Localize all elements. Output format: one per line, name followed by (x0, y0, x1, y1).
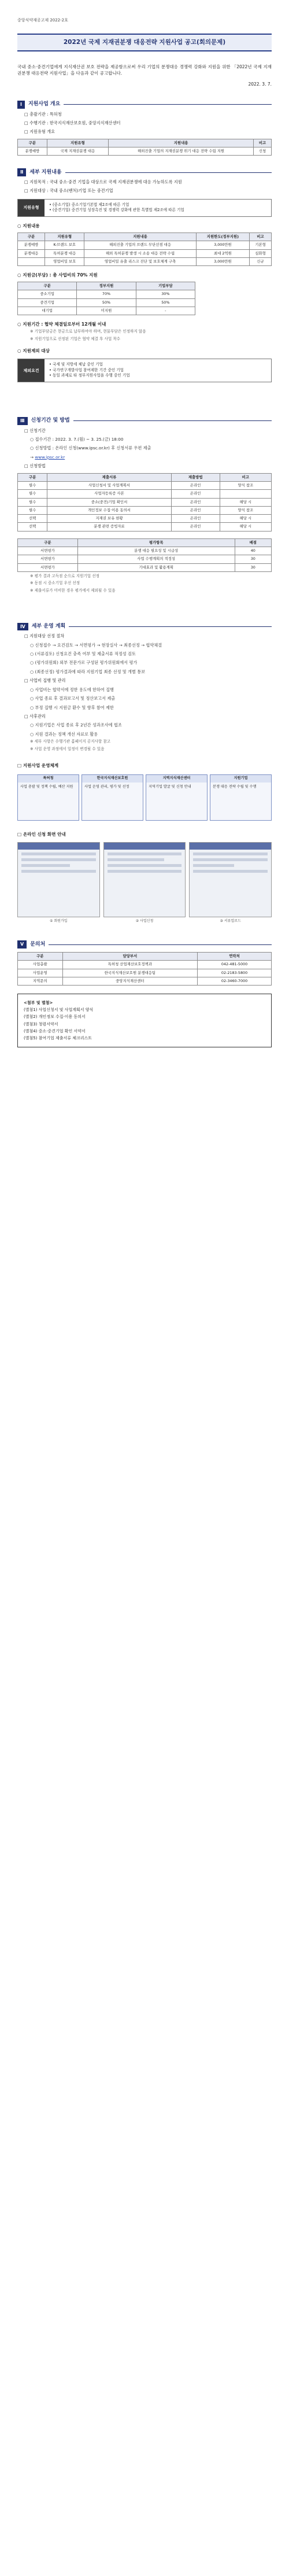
table-header: 기업부담 (136, 282, 195, 290)
table-cell: 분쟁예방 (18, 241, 45, 249)
contact-table (17, 952, 272, 986)
screenshot-thumbnail (17, 842, 100, 923)
documents-table (17, 473, 272, 532)
notice-number: 중앙식약재공고제 2022-2호 (17, 18, 68, 23)
section-4-item: ○ (평가위원회) 외부 전문가로 구성된 평가위원회에서 평가 (30, 660, 138, 666)
section-2-item: □ 지원목적 : 국내 중소·중견 기업을 대상으로 국제 지재권분쟁에 대응 가능하도록 지원 (24, 179, 182, 185)
section-4-item: □ 사후관리 (24, 714, 46, 719)
table-cell: - (136, 307, 195, 315)
table-header: 구분 (18, 538, 78, 547)
table-cell: 중소기업 (18, 290, 77, 298)
section-1-item: □ 지원유형 개요 (24, 129, 55, 135)
flow-box-text: 분쟁 대응 전략 수립 및 수행 (213, 785, 257, 789)
section-2-item: □ 지원대상 : 국내 중소(벤처)기업 또는 중견기업 (24, 188, 113, 194)
table-header: 지원유형 (47, 139, 108, 147)
table-cell: 한국지식재산보호원 분쟁대응팀 (62, 969, 198, 977)
section-5-heading (17, 940, 272, 949)
table-cell: 40 (235, 547, 271, 555)
note-text: ※ 사업 운영 과정에서 일정이 변경될 수 있음 (30, 746, 105, 751)
table-cell: 중소(중견)기업 확인서 (47, 498, 171, 506)
section-rule (64, 104, 272, 105)
section-3-heading (17, 417, 272, 425)
table-header: 구분 (18, 282, 77, 290)
callout-tag: 지원유형 (18, 200, 45, 216)
table-cell: 지재권 보유 현황 (47, 515, 171, 523)
section-rule (69, 626, 272, 627)
notice-date: 2022. 3. 7. (248, 82, 272, 87)
section-4-item: ○ 사업 종료 후 결과보고서 및 정산보고서 제출 (30, 696, 116, 702)
section-5-title: 문의처 (30, 941, 46, 947)
table-cell: 분쟁예방 (18, 147, 47, 156)
section-4-number: Ⅳ (17, 623, 28, 631)
table-cell: 온라인 (171, 498, 220, 506)
section-3-item: ○ 신청방법 : 온라인 신청(www.ipsc.or.kr) 후 신청서류 우편 제출 (30, 445, 151, 451)
table-cell: 서면평가 (18, 555, 78, 563)
page-title: 2022년 국제 지재권분쟁 대응전략 지원사업 공고(회의문제) (17, 34, 272, 51)
section-4-item: ○ 지원 결과는 정책 개선 자료로 활용 (30, 731, 98, 737)
table-cell: 042-481-5000 (198, 961, 272, 969)
table-cell: 서면평가 (18, 563, 78, 571)
table-cell: 영업비밀 유출 리스크 진단 및 보호체계 구축 (84, 257, 196, 265)
callout-tag: 제외요건 (18, 359, 45, 382)
screens-title: □ 온라인 신청 화면 안내 (17, 832, 66, 837)
screenshot-thumbnail (189, 842, 272, 923)
section-1-title: 지원사업 개요 (28, 101, 61, 108)
section-rule (49, 944, 272, 945)
table-header: 구분 (18, 473, 47, 481)
table-cell: 신규 (250, 257, 272, 265)
table-cell: 30 (235, 563, 271, 571)
table-header: 구분 (18, 953, 63, 961)
table-cell: 사업운영 (18, 969, 63, 977)
table-cell: 온라인 (171, 523, 220, 531)
table-row (18, 482, 272, 490)
evaluation-table (17, 538, 272, 572)
table-cell: 해당 시 (220, 515, 271, 523)
table-cell: 필수 (18, 490, 47, 498)
note-text: ※ 제출서류가 미비한 경우 평가에서 제외될 수 있음 (30, 588, 116, 593)
subheading: ○ 지원내용 (17, 223, 40, 229)
table-cell: 사업신청서 및 사업계획서 (47, 482, 171, 490)
table-header: 지원한도(정부지원) (196, 233, 249, 241)
section-4-item: □ 지원대상 선정 절차 (24, 633, 65, 639)
table-header: 평가항목 (77, 538, 235, 547)
attachment-item[interactable]: (별첨1) 사업신청서 및 사업계획서 양식 (24, 1007, 94, 1013)
attachment-item[interactable]: (별첨5) 참여기업 제출서류 체크리스트 (24, 1035, 92, 1040)
table-header: 지원내용 (84, 233, 196, 241)
table-cell: 기본형 (250, 241, 272, 249)
table-cell: 특허청 산업재산보호정책과 (62, 961, 198, 969)
subheading: ○ 지원기간 : 협약 체결일로부터 12개월 이내 (17, 322, 106, 327)
attachment-item[interactable]: (별첨4) 중소·중견기업 확인 서약서 (24, 1028, 86, 1034)
table-cell: 중견기업 (18, 298, 77, 307)
table-cell: 대기업 (18, 307, 77, 315)
table-cell: 온라인 (171, 515, 220, 523)
table-row (18, 969, 272, 977)
section-1-heading (17, 101, 272, 109)
table-row (18, 147, 272, 156)
table-cell: 기대효과 및 활용계획 (77, 563, 235, 571)
table-header: 제출방법 (171, 473, 220, 481)
section-5-number: Ⅴ (17, 940, 27, 949)
table-cell: 필수 (18, 482, 47, 490)
table-cell: 해당 시 (220, 523, 271, 531)
attachments-title: <첨부 및 별첨> (24, 1001, 53, 1006)
table-header: 담당부서 (62, 953, 198, 961)
table-cell: 온라인 (171, 482, 220, 490)
callout-line: • 국가연구개발사업 참여제한 기간 중인 기업 (49, 367, 124, 372)
table-header: 배점 (235, 538, 271, 547)
section-2-title: 세부 지원내용 (29, 169, 62, 175)
table-header: 비고 (254, 139, 272, 147)
section-4-item: ○ 사업비는 협약서에 정한 용도에 한하여 집행 (30, 687, 114, 692)
table-header: 구분 (18, 233, 45, 241)
screenshot-caption: ① 회원가입 (50, 918, 68, 923)
table-cell: 국제 지재권분쟁 대응 (47, 147, 108, 156)
table-row (18, 257, 272, 265)
funding-ratio-table (17, 282, 195, 315)
screenshot-caption: ③ 서류업로드 (220, 918, 241, 923)
section-rule (65, 172, 272, 173)
flow-box (146, 774, 208, 821)
table-cell: 선택 (18, 523, 47, 531)
table-cell: 양식 참조 (220, 506, 271, 514)
table-row (18, 241, 272, 249)
flow-box-text: 사업 운영 관리, 평가 및 선정 (84, 785, 129, 789)
table-cell: 30 (235, 555, 271, 563)
table-header: 정부지원 (77, 282, 136, 290)
note-text: ※ 평가 결과 고득점 순으로 지원기업 선정 (30, 573, 100, 578)
table-row (18, 977, 272, 985)
table-row (18, 523, 272, 531)
table-cell: 중앙지식재산센터 (62, 977, 198, 985)
section-3-item: □ 신청방법 (24, 463, 46, 469)
table-cell: 02-2183-5800 (198, 969, 272, 977)
callout-line: • 국세 및 지방세 체납 중인 기업 (49, 362, 103, 367)
flow-box-title: 지역지식재산센터 (146, 775, 207, 783)
table-cell (220, 490, 271, 498)
section-rule (73, 420, 272, 421)
table-header: 제출서류 (47, 473, 171, 481)
table-cell: K-브랜드 보호 (45, 241, 84, 249)
section-3-item: ○ 접수기간 : 2022. 3. 7.(월) ~ 3. 25.(금) 18:00 (30, 437, 124, 442)
table-row (18, 307, 195, 315)
section-3-title: 신청기간 및 방법 (31, 418, 70, 424)
attachment-item[interactable]: (별첨3) 청렴서약서 (24, 1021, 58, 1027)
note-text: ※ 기업부담금은 현금으로 납부하여야 하며, 현물부담은 인정하지 않음 (30, 329, 146, 334)
table-row (18, 547, 272, 555)
table-cell: 필수 (18, 498, 47, 506)
flow-box-title: 한국지식재산보호원 (82, 775, 143, 783)
section-4-title: 세부 운영 계획 (31, 623, 66, 629)
section-3-link-line: → www.ipsc.or.kr (30, 454, 65, 460)
table-cell: 분쟁 관련 증빙자료 (47, 523, 171, 531)
table-cell: 사업총괄 (18, 961, 63, 969)
table-cell: 02-3460-7000 (198, 977, 272, 985)
table-row (18, 506, 272, 514)
table-cell: 30% (136, 290, 195, 298)
table-cell: 온라인 (171, 490, 220, 498)
flow-box (210, 774, 272, 821)
section-4-item: ○ 부정 집행 시 지원금 환수 및 향후 참여 제한 (30, 704, 114, 710)
table-header: 지원내용 (109, 139, 254, 147)
note-text: ※ 지원기업으로 선정된 기업은 협약 체결 후 사업 착수 (30, 336, 121, 341)
table-cell: 특허분쟁 대응 (45, 249, 84, 257)
screenshot-row (17, 842, 272, 923)
table-cell: 50% (136, 298, 195, 307)
table-row (18, 498, 272, 506)
table-cell: 해외진출 기업의 지재권분쟁 위기 대응 전략 수립 지원 (109, 147, 254, 156)
note-text: ※ 동점 시 중소기업 우선 선정 (30, 581, 80, 586)
table-cell: 사업자등록증 사본 (47, 490, 171, 498)
section-3-item: □ 신청기간 (24, 427, 46, 433)
table-row (18, 298, 195, 307)
support-detail-table (17, 232, 272, 266)
table-cell: 양식 참조 (220, 482, 271, 490)
table-cell: 70% (77, 290, 136, 298)
flow-box-title: 지원기업 (210, 775, 271, 783)
table-cell: 50% (77, 298, 136, 307)
subheading: ○ 지원제외 대상 (17, 348, 50, 354)
table-cell: 해외 특허분쟁 발생 시 소송 대응 전략 수립 (84, 249, 196, 257)
table-cell: 선택 (18, 515, 47, 523)
section-4-item: □ 사업비 집행 및 관리 (24, 678, 66, 684)
flow-box-text: 사업 총괄 및 정책 수립, 예산 지원 (20, 785, 73, 789)
intro-text: 국내 중소·중견기업에게 지식재산권 보호 전략을 제공함으로써 우리 기업의 분쟁대응 경쟁력 강화와 지원을 위한 「2022년 국제 지재권분쟁 대응전략 지원사업」을 다음과 같이 공고합니다. (17, 64, 272, 76)
table-header: 비고 (250, 233, 272, 241)
exclusion-callout (17, 359, 272, 382)
table-cell: 최대 2억원 (196, 249, 249, 257)
table-cell: 필수 (18, 506, 47, 514)
section-1-number: Ⅰ (17, 101, 25, 109)
application-site-link[interactable]: www.ipsc.or.kr (35, 454, 65, 460)
table-cell: 3,000만원 (196, 257, 249, 265)
flow-box-text: 지역기업 발굴 및 신청 안내 (149, 785, 191, 789)
section-3-number: Ⅲ (17, 417, 28, 425)
table-cell: 사업 수행계획의 적정성 (77, 555, 235, 563)
table-row (18, 555, 272, 563)
flow-box (17, 774, 79, 821)
operation-flow (17, 774, 272, 821)
table-header: 지원유형 (45, 233, 84, 241)
subheading: ○ 지원금(부담) : 총 사업비의 70% 지원 (17, 272, 98, 278)
table-cell: 지역문의 (18, 977, 63, 985)
table-row (18, 249, 272, 257)
callout-line: • (중소기업) 중소기업기본법 제2조에 따른 기업 (49, 202, 129, 207)
section-4-item: ○ (서류검토) 신청요건 충족 여부 및 제출서류 적정성 검토 (30, 651, 136, 656)
section-2-heading (17, 168, 272, 176)
table-row (18, 290, 195, 298)
section-4-item: ○ (최종선정) 평가결과에 따라 지원기업 최종 선정 및 개별 통보 (30, 669, 146, 674)
table-header: 구분 (18, 139, 47, 147)
table-cell: 분쟁 대응 필요성 및 시급성 (77, 547, 235, 555)
section-2-number: Ⅱ (17, 168, 26, 176)
eligibility-callout (17, 199, 272, 217)
table-cell: 영업비밀 보호 (45, 257, 84, 265)
screenshot-caption: ② 사업신청 (135, 918, 154, 923)
section-1-item: □ 총괄기관 : 특허청 (24, 111, 62, 117)
support-type-table (17, 139, 272, 156)
section-1-item: □ 수행기관 : 한국지식재산보호원, 중앙지식재산센터 (24, 120, 121, 126)
table-cell: 해외진출 기업의 브랜드 무단선점 대응 (84, 241, 196, 249)
attachment-item[interactable]: (별첨2) 개인정보 수집·이용 동의서 (24, 1014, 86, 1020)
section-4-item: ○ 신청접수 → 요건검토 → 서면평가 → 현장실사 → 최종선정 → 협약체결 (30, 642, 162, 648)
table-cell: 3,000만원 (196, 241, 249, 249)
callout-line: • (중견기업) 중견기업 성장촉진 및 경쟁력 강화에 관한 특별법 제2조에 따른 기업 (49, 208, 184, 213)
table-cell: 심화형 (250, 249, 272, 257)
table-header: 비고 (220, 473, 271, 481)
table-header: 연락처 (198, 953, 272, 961)
table-cell: 서면평가 (18, 547, 78, 555)
flow-title: □ 지원사업 운영체계 (17, 763, 59, 769)
table-cell: 미지원 (77, 307, 136, 315)
table-cell: 개인정보 수집·이용 동의서 (47, 506, 171, 514)
screenshot-thumbnail (103, 842, 186, 923)
section-4-heading (17, 623, 272, 631)
callout-line: • 동일 과제로 타 정부지원사업을 수행 중인 기업 (49, 373, 130, 378)
table-cell: 분쟁대응 (18, 249, 45, 257)
section-4-item: ○ 지원기업은 사업 종료 후 2년간 성과조사에 협조 (30, 722, 122, 728)
attachments-box (17, 994, 272, 1047)
table-cell: 신청 (254, 147, 272, 156)
table-cell: 온라인 (171, 506, 220, 514)
table-row (18, 515, 272, 523)
table-cell (18, 257, 45, 265)
flow-box-title: 특허청 (18, 775, 79, 783)
table-row (18, 563, 272, 571)
flow-box (81, 774, 143, 821)
table-row (18, 961, 272, 969)
note-text: ※ 세부 사항은 수행기관 홈페이지 공지사항 참고 (30, 739, 111, 744)
table-cell: 해당 시 (220, 498, 271, 506)
table-row (18, 490, 272, 498)
